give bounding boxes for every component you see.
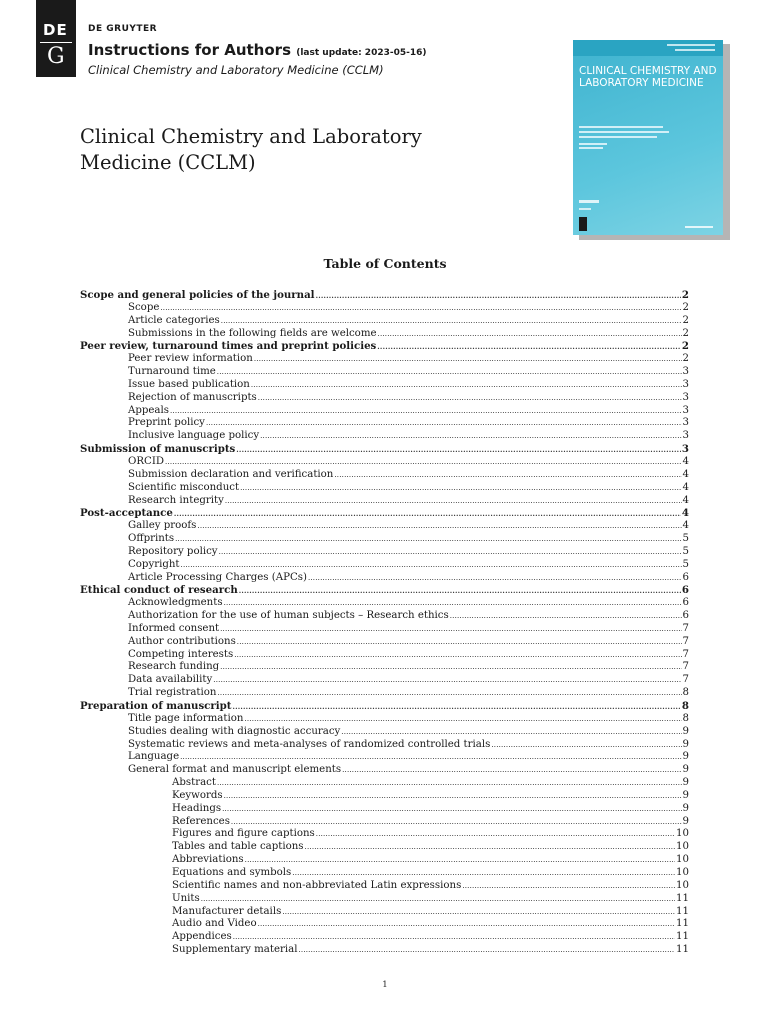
toc-entry-page: 9 — [682, 777, 689, 789]
document-title: Clinical Chemistry and Laboratory Medicine (CCLM) — [80, 125, 422, 174]
toc-entry-title: Rejection of manuscripts — [128, 391, 257, 403]
toc-entry-title: Offprints — [128, 533, 175, 545]
toc-entry[interactable] — [80, 340, 690, 353]
toc-dot-leader — [254, 353, 682, 366]
cover-title: CLINICAL CHEMISTRY AND LABORATORY MEDICINE — [579, 65, 717, 89]
toc-entry[interactable] — [80, 546, 690, 559]
toc-entry-title: General format and manuscript elements — [128, 764, 342, 776]
toc-dot-leader — [316, 289, 681, 303]
toc-entry[interactable] — [80, 417, 690, 430]
toc-entry-title: Peer review information — [128, 353, 253, 365]
toc-dot-leader — [258, 918, 675, 931]
toc-dot-leader — [160, 302, 681, 315]
toc-entry-title: Trial registration — [128, 687, 217, 699]
toc-entry-page: 7 — [682, 674, 689, 686]
toc-entry-title: Submission declaration and verification — [128, 468, 334, 480]
toc-entry[interactable] — [80, 713, 690, 726]
toc-entry-page: 4 — [681, 507, 689, 520]
toc-entry[interactable] — [80, 443, 690, 456]
toc-entry-title: Data availability — [128, 674, 213, 686]
table-of-contents — [80, 289, 690, 957]
toc-entry[interactable] — [80, 584, 690, 597]
toc-entry-title: Turnaround time — [128, 366, 216, 378]
toc-entry-page: 10 — [676, 841, 689, 853]
toc-entry-page: 2 — [682, 353, 689, 365]
header-subtitle: Clinical Chemistry and Laboratory Medicine (CCLM) — [88, 63, 384, 77]
toc-entry[interactable] — [80, 739, 690, 752]
toc-entry[interactable] — [80, 893, 690, 906]
toc-dot-leader — [234, 649, 681, 662]
toc-entry-title: Inclusive language policy — [128, 430, 260, 442]
toc-entry-title: Scope and general policies of the journal — [80, 289, 315, 301]
toc-entry-page: 10 — [676, 828, 689, 840]
toc-dot-leader — [316, 828, 675, 841]
toc-entry[interactable] — [80, 379, 690, 392]
toc-entry-page: 9 — [682, 751, 689, 763]
toc-entry-title: Language — [128, 751, 180, 763]
logo-divider — [40, 42, 72, 43]
toc-entry-title: Systematic reviews and meta-analyses of randomized controlled trials — [128, 738, 491, 750]
toc-dot-leader — [217, 687, 681, 700]
toc-entry[interactable] — [80, 623, 690, 636]
toc-entry-page: 3 — [681, 443, 689, 456]
toc-dot-leader — [342, 764, 681, 777]
toc-entry-page: 8 — [681, 700, 689, 712]
toc-entry[interactable] — [80, 328, 690, 341]
toc-entry-page: 5 — [682, 533, 689, 545]
toc-entry[interactable] — [80, 841, 690, 854]
logo-top-text: DE — [43, 21, 68, 39]
cover-text-line — [579, 126, 663, 128]
toc-entry-page: 10 — [676, 879, 689, 891]
toc-entry-title: Scientific misconduct — [128, 481, 240, 493]
toc-entry[interactable] — [80, 430, 690, 443]
cover-footer-line — [579, 208, 591, 210]
header-title — [88, 41, 426, 59]
toc-entry-page: 9 — [682, 802, 689, 814]
toc-entry[interactable] — [80, 520, 690, 533]
toc-entry-title: Units — [172, 892, 200, 904]
toc-dot-leader — [236, 443, 681, 457]
toc-dot-leader — [224, 790, 682, 803]
toc-entry-title: ORCID — [128, 455, 165, 467]
toc-dot-leader — [378, 328, 682, 341]
journal-cover-image — [573, 40, 723, 235]
toc-entry-page: 7 — [682, 661, 689, 673]
toc-entry-title: Figures and figure captions — [172, 828, 315, 840]
toc-entry-page: 10 — [676, 866, 689, 878]
toc-entry-title: Preprint policy — [128, 417, 205, 429]
toc-entry-title: Appeals — [128, 404, 169, 416]
toc-entry-page: 3 — [682, 366, 689, 378]
toc-dot-leader — [245, 854, 675, 867]
toc-entry[interactable] — [80, 816, 690, 829]
toc-entry[interactable] — [80, 636, 690, 649]
toc-entry[interactable] — [80, 315, 690, 328]
toc-entry[interactable] — [80, 931, 690, 944]
toc-entry-title: Audio and Video — [172, 918, 257, 930]
toc-entry[interactable] — [80, 944, 690, 957]
toc-entry[interactable] — [80, 392, 690, 405]
toc-dot-leader — [225, 495, 682, 508]
toc-entry-page: 7 — [682, 635, 689, 647]
cover-volume-line — [675, 49, 715, 51]
toc-dot-leader — [233, 931, 675, 944]
toc-dot-leader — [260, 430, 681, 443]
cover-text-line — [579, 131, 669, 133]
toc-dot-leader — [334, 469, 681, 482]
toc-dot-leader — [450, 610, 682, 623]
toc-dot-leader — [180, 751, 681, 764]
toc-entry-page: 6 — [682, 610, 689, 622]
cover-footer-line — [685, 226, 713, 228]
toc-entry[interactable] — [80, 777, 690, 790]
toc-dot-leader — [175, 533, 681, 546]
toc-entry-title: Submissions in the following fields are welcome — [128, 327, 377, 339]
page-number: 1 — [382, 980, 388, 990]
toc-dot-leader — [201, 893, 675, 906]
toc-dot-leader — [213, 674, 681, 687]
toc-dot-leader — [217, 366, 682, 379]
toc-entry[interactable] — [80, 906, 690, 919]
toc-entry-title: Repository policy — [128, 545, 218, 557]
toc-dot-leader — [220, 623, 681, 636]
toc-entry-page: 2 — [681, 340, 689, 353]
toc-entry[interactable] — [80, 726, 690, 739]
toc-dot-leader — [341, 726, 681, 739]
toc-dot-leader — [292, 867, 675, 880]
toc-entry[interactable] — [80, 661, 690, 674]
toc-dot-leader — [462, 880, 675, 893]
toc-entry-page: 6 — [682, 597, 689, 609]
toc-entry-page: 7 — [682, 622, 689, 634]
toc-entry-page: 3 — [682, 378, 689, 390]
toc-entry-title: Galley proofs — [128, 520, 197, 532]
toc-entry-title: Article Processing Charges (APCs) — [128, 571, 307, 583]
toc-entry-page: 8 — [682, 687, 689, 699]
cover-publisher-mark — [579, 217, 587, 231]
toc-entry[interactable] — [80, 751, 690, 764]
toc-entry-title: Abbreviations — [172, 854, 244, 866]
toc-entry-page: 4 — [682, 455, 689, 467]
toc-entry-page: 7 — [682, 648, 689, 660]
toc-dot-leader — [181, 559, 682, 572]
cover-footer-line — [579, 200, 599, 203]
toc-entry-title: Studies dealing with diagnostic accuracy — [128, 725, 341, 737]
toc-entry[interactable] — [80, 405, 690, 418]
toc-entry[interactable] — [80, 687, 690, 700]
toc-entry-page: 9 — [682, 764, 689, 776]
toc-entry-page: 2 — [682, 327, 689, 339]
toc-entry-title: Research integrity — [128, 494, 224, 506]
toc-entry-title: Acknowledgments — [128, 597, 223, 609]
toc-entry[interactable] — [80, 854, 690, 867]
toc-entry-title: Post-acceptance — [80, 507, 173, 520]
toc-entry[interactable] — [80, 469, 690, 482]
toc-entry-title: Authorization for the use of human subjects – Research ethics — [128, 610, 449, 622]
toc-entry-page: 4 — [682, 481, 689, 493]
toc-entry[interactable] — [80, 867, 690, 880]
toc-entry-title: Abstract — [172, 777, 216, 789]
last-update: (last update: 2023-05-16) — [296, 48, 427, 58]
toc-dot-leader — [165, 456, 682, 469]
toc-entry-page: 3 — [682, 417, 689, 429]
toc-entry-page: 4 — [682, 494, 689, 506]
toc-dot-leader — [244, 713, 681, 726]
toc-entry-title: Ethical conduct of research — [80, 584, 238, 597]
toc-entry[interactable] — [80, 302, 690, 315]
toc-entry[interactable] — [80, 559, 690, 572]
toc-dot-leader — [282, 906, 675, 919]
toc-entry-title: Peer review, turnaround times and preprint policies — [80, 340, 377, 353]
toc-entry-page: 3 — [682, 404, 689, 416]
cover-text-line — [579, 136, 657, 138]
toc-dot-leader — [219, 546, 682, 559]
toc-entry-title: Research funding — [128, 661, 220, 673]
toc-entry-page: 6 — [681, 584, 689, 597]
toc-entry-page: 3 — [682, 430, 689, 442]
toc-entry-title: Preparation of manuscript — [80, 700, 232, 712]
cover-text-line — [579, 143, 607, 145]
toc-entry-page: 10 — [676, 854, 689, 866]
toc-entry-page: 2 — [682, 314, 689, 326]
toc-entry-page: 11 — [676, 931, 689, 943]
toc-entry-title: Issue based publication — [128, 378, 250, 390]
toc-entry[interactable] — [80, 918, 690, 931]
toc-entry-page: 4 — [682, 520, 689, 532]
toc-entry-page: 11 — [676, 918, 689, 930]
toc-dot-leader — [217, 777, 682, 790]
toc-dot-leader — [258, 392, 682, 405]
toc-entry-title: References — [172, 815, 230, 827]
toc-entry-title: Keywords — [172, 789, 223, 801]
toc-dot-leader — [231, 816, 682, 829]
toc-entry-title: Tables and table captions — [172, 841, 304, 853]
toc-entry[interactable] — [80, 533, 690, 546]
toc-entry-page: 8 — [682, 712, 689, 724]
toc-entry[interactable] — [80, 289, 690, 302]
toc-dot-leader — [305, 841, 675, 854]
toc-entry-title: Scope — [128, 301, 160, 313]
toc-dot-leader — [170, 405, 682, 418]
toc-dot-leader — [239, 584, 681, 598]
publisher-name: DE GRUYTER — [88, 24, 158, 34]
cover-text-line — [579, 147, 603, 149]
toc-entry[interactable] — [80, 456, 690, 469]
toc-entry[interactable] — [80, 803, 690, 816]
toc-entry-title: Manufacturer details — [172, 905, 282, 917]
toc-entry-page: 9 — [682, 789, 689, 801]
toc-entry[interactable] — [80, 482, 690, 495]
toc-entry-title: Article categories — [128, 314, 220, 326]
de-gruyter-logo — [36, 0, 76, 77]
toc-dot-leader — [222, 803, 681, 816]
toc-entry-page: 5 — [682, 545, 689, 557]
toc-entry[interactable] — [80, 366, 690, 379]
toc-entry[interactable] — [80, 572, 690, 585]
toc-entry[interactable] — [80, 597, 690, 610]
toc-dot-leader — [232, 700, 680, 714]
toc-entry-page: 2 — [682, 301, 689, 313]
toc-entry[interactable] — [80, 764, 690, 777]
toc-entry-title: Informed consent — [128, 622, 220, 634]
cover-top-band — [573, 40, 723, 56]
toc-entry[interactable] — [80, 507, 690, 520]
toc-entry-title: Equations and symbols — [172, 866, 292, 878]
toc-entry[interactable] — [80, 610, 690, 623]
toc-entry-title: Author contributions — [128, 635, 236, 647]
toc-entry-page: 9 — [682, 815, 689, 827]
toc-entry-title: Appendices — [172, 931, 232, 943]
toc-entry-page: 5 — [682, 558, 689, 570]
toc-entry-title: Copyright — [128, 558, 180, 570]
toc-dot-leader — [174, 507, 681, 521]
toc-dot-leader — [220, 661, 681, 674]
toc-entry-title: Headings — [172, 802, 222, 814]
toc-dot-leader — [197, 520, 681, 533]
toc-entry-page: 11 — [676, 892, 689, 904]
toc-entry-title: Scientific names and non-abbreviated Latin expressions — [172, 879, 462, 891]
header-title-text: Instructions for Authors — [88, 41, 291, 59]
toc-entry-page: 9 — [682, 738, 689, 750]
toc-entry[interactable] — [80, 649, 690, 662]
toc-entry[interactable] — [80, 674, 690, 687]
toc-dot-leader — [224, 597, 682, 610]
toc-dot-leader — [298, 944, 675, 957]
toc-dot-leader — [377, 340, 681, 354]
toc-entry-page: 2 — [681, 289, 689, 301]
toc-entry-title: Submission of manuscripts — [80, 443, 236, 456]
toc-dot-leader — [308, 572, 682, 585]
toc-entry-title: Supplementary material — [172, 944, 298, 956]
toc-entry-page: 3 — [682, 391, 689, 403]
toc-dot-leader — [240, 482, 681, 495]
toc-entry[interactable] — [80, 790, 690, 803]
toc-entry-title: Title page information — [128, 712, 244, 724]
toc-entry[interactable] — [80, 880, 690, 893]
toc-entry-page: 11 — [676, 905, 689, 917]
toc-entry[interactable] — [80, 353, 690, 366]
toc-entry-page: 11 — [676, 944, 689, 956]
toc-entry[interactable] — [80, 495, 690, 508]
toc-entry-page: 9 — [682, 725, 689, 737]
toc-dot-leader — [221, 315, 682, 328]
toc-entry-page: 6 — [682, 571, 689, 583]
logo-bottom-text: G — [47, 44, 65, 69]
toc-dot-leader — [251, 379, 682, 392]
toc-heading: Table of Contents — [323, 256, 447, 271]
cover-volume-line — [667, 44, 715, 46]
toc-entry-title: Competing interests — [128, 648, 234, 660]
toc-dot-leader — [491, 739, 681, 752]
toc-entry-page: 4 — [682, 468, 689, 480]
toc-entry[interactable] — [80, 700, 690, 713]
toc-entry[interactable] — [80, 828, 690, 841]
toc-dot-leader — [206, 417, 682, 430]
toc-dot-leader — [237, 636, 682, 649]
